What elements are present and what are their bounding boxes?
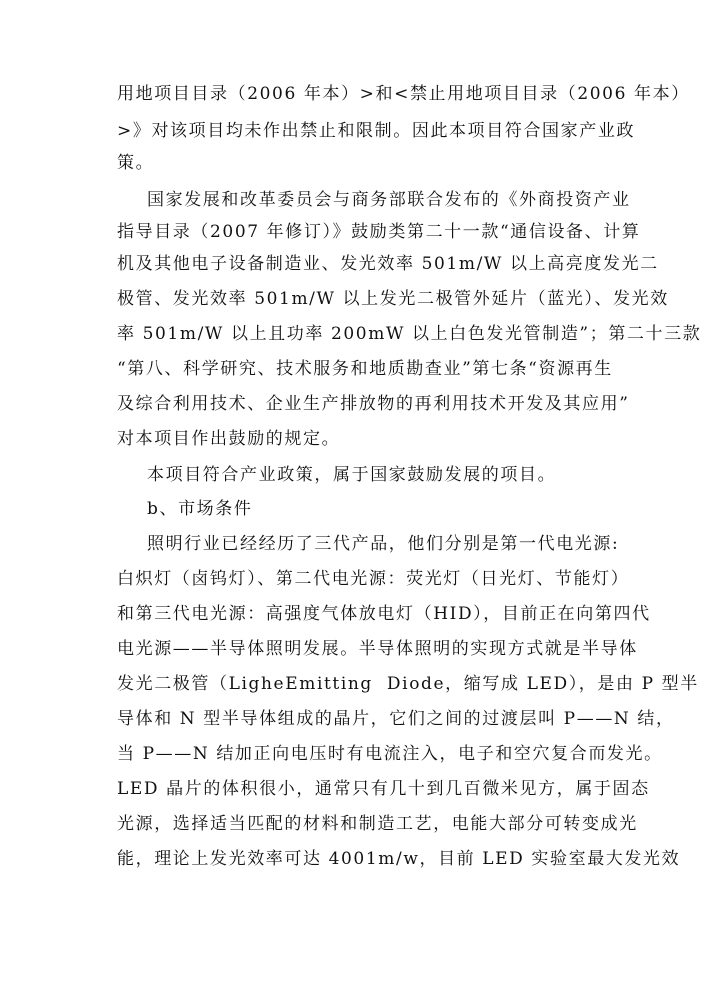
text-line: 用地项目目录（2006 年本）>和<禁止用地项目目录（2006 年本） [117, 84, 690, 104]
text-line: 指导目录（2007 年修订）》鼓励类第二十一款“通信设备、计算 [117, 222, 641, 242]
text-line: 和第三代电光源：高强度气体放电灯（HID），目前正在向第四代 [117, 604, 651, 624]
text-line: 光源，选择适当匹配的材料和制造工艺，电能大部分可转变成光 [117, 814, 638, 834]
text-line: 率 501m/W 以上且功率 200mW 以上白色发光管制造”；第二十三款 [117, 324, 702, 344]
text-line: 策。 [117, 153, 155, 173]
text-line: 当 P——N 结加正向电压时有电流注入，电子和空穴复合而发光。 [117, 744, 663, 764]
paragraph-first-line: 本项目符合产业政策，属于国家鼓励发展的项目。 [147, 465, 557, 485]
text-line: 及综合利用技术、企业生产排放物的再利用技术开发及其应用” [117, 394, 630, 414]
text-line: 机及其他电子设备制造业、发光效率 501m/W 以上高亮度发光二 [117, 254, 659, 274]
text-line: 极管、发光效率 501m/W 以上发光二极管外延片（蓝光）、发光效 [117, 289, 669, 309]
text-line: “第八、科学研究、技术服务和地质勘查业”第七条“资源再生 [117, 359, 613, 379]
text-line: 发光二极管（LigheEmitting Diode，缩写成 LED），是由 P 型半 [117, 674, 699, 694]
paragraph-first-line: 照明行业已经经历了三代产品，他们分别是第一代电光源: [147, 534, 620, 554]
text-line: 白炽灯（卤钨灯）、第二代电光源：荧光灯（日光灯、节能灯） [117, 569, 630, 589]
section-heading: b、市场条件 [147, 499, 253, 519]
text-line: 电光源——半导体照明发展。半导体照明的实现方式就是半导体 [117, 639, 638, 659]
paragraph-first-line: 国家发展和改革委员会与商务部联合发布的《外商投资产业 [147, 190, 631, 210]
text-line: 对本项目作出鼓励的规定。 [117, 429, 341, 449]
text-line: >》对该项目均未作出禁止和限制。因此本项目符合国家产业政 [117, 121, 636, 141]
text-line: 导体和 N 型半导体组成的晶片，它们之间的过渡层叫 P——N 结， [117, 709, 675, 729]
text-line: LED 晶片的体积很小，通常只有几十到几百微米见方，属于固态 [117, 779, 650, 799]
text-line: 能，理论上发光效率可达 4001m/w，目前 LED 实验室最大发光效 [117, 849, 681, 869]
